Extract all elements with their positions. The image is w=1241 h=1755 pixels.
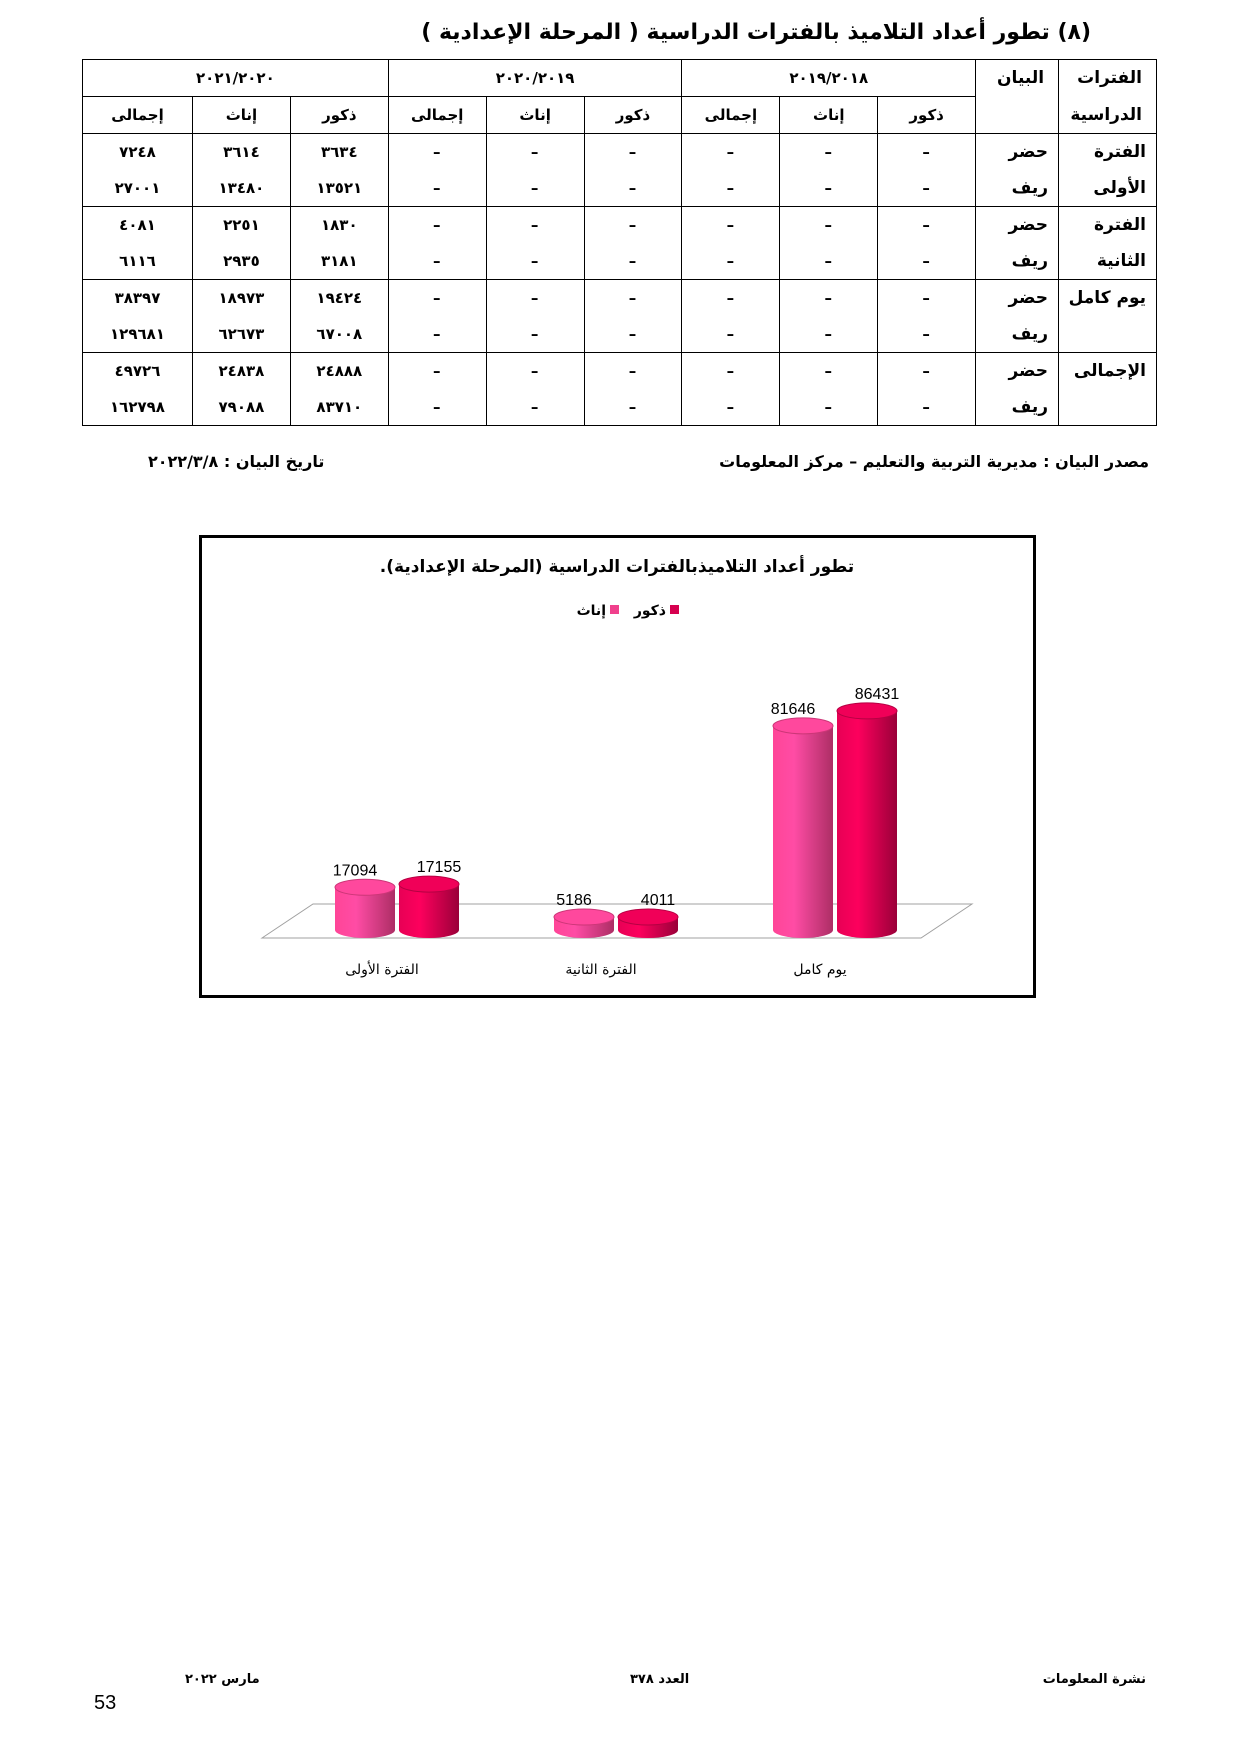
table-cell: – <box>486 170 584 207</box>
table-cell: – <box>584 353 682 390</box>
table-cell: ١٣٤٨٠ <box>192 170 290 207</box>
chart-bar-top <box>554 909 614 925</box>
header-item: البيان <box>976 60 1059 134</box>
table-cell: – <box>682 280 780 317</box>
table-row <box>83 389 1157 426</box>
header-sub: إجمالى <box>388 97 486 134</box>
table-cell: ٦٧٠٠٨ <box>290 316 388 353</box>
table-cell: – <box>486 353 584 390</box>
row-item-label: ريف <box>976 316 1059 353</box>
table-cell: ٤٠٨١ <box>83 207 193 244</box>
table-cell: ٣٦١٤ <box>192 134 290 171</box>
table-cell: – <box>780 280 878 317</box>
header-sub: إجمالى <box>83 97 193 134</box>
table-cell: – <box>878 170 976 207</box>
table-cell: – <box>682 316 780 353</box>
table-cell: – <box>780 134 878 171</box>
table-cell: – <box>388 207 486 244</box>
row-item-label: ريف <box>976 243 1059 280</box>
row-period-label: الأولى <box>1059 170 1157 207</box>
table-cell: – <box>486 134 584 171</box>
table-cell: – <box>682 243 780 280</box>
category-label: الفترة الأولى <box>345 962 419 978</box>
table-cell: ٦٢٦٧٣ <box>192 316 290 353</box>
table-cell: – <box>878 280 976 317</box>
data-label: 17094 <box>332 862 378 880</box>
legend-label: ذكور <box>633 603 666 619</box>
table-cell: – <box>878 316 976 353</box>
table-cell: – <box>878 389 976 426</box>
table-cell: – <box>878 207 976 244</box>
header-sub: ذكور <box>584 97 682 134</box>
table-cell: – <box>388 170 486 207</box>
table-cell: ٧٩٠٨٨ <box>192 389 290 426</box>
table-cell: ٦١١٦ <box>83 243 193 280</box>
row-period-label: الثانية <box>1059 243 1157 280</box>
table-cell: – <box>486 207 584 244</box>
table-cell: ١٩٤٢٤ <box>290 280 388 317</box>
header-year: ٢٠٢١/٢٠٢٠ <box>83 60 389 97</box>
table-row <box>83 280 1157 317</box>
table-cell: – <box>388 389 486 426</box>
data-label: 17155 <box>416 859 462 877</box>
header-sub: إناث <box>486 97 584 134</box>
table-cell: – <box>878 134 976 171</box>
data-label: 5186 <box>556 892 592 910</box>
chart-bar-top <box>837 703 897 719</box>
table-cell: – <box>780 353 878 390</box>
header-sub: ذكور <box>878 97 976 134</box>
header-periods-2: الدراسية <box>1059 97 1157 134</box>
table-cell: – <box>388 243 486 280</box>
table-cell: – <box>682 134 780 171</box>
table-cell: – <box>584 170 682 207</box>
row-period-label: الإجمالى <box>1059 353 1157 390</box>
row-item-label: حضر <box>976 280 1059 317</box>
data-date: تاريخ البيان : ٢٠٢٢/٣/٨ <box>148 452 325 471</box>
table-cell: – <box>486 280 584 317</box>
table-cell: ٣٦٣٤ <box>290 134 388 171</box>
table-cell: ١٨٩٧٣ <box>192 280 290 317</box>
table-cell: – <box>388 280 486 317</box>
table-cell: ١٦٢٧٩٨ <box>83 389 193 426</box>
table-cell: – <box>682 353 780 390</box>
table-cell: – <box>388 353 486 390</box>
data-label: 86431 <box>854 685 900 703</box>
legend-swatch <box>610 605 619 614</box>
table-cell: – <box>780 389 878 426</box>
table-row <box>83 316 1157 353</box>
header-sub: ذكور <box>290 97 388 134</box>
table-cell: ١٨٣٠ <box>290 207 388 244</box>
row-item-label: ريف <box>976 170 1059 207</box>
table-row <box>83 134 1157 171</box>
table-cell: ٢٤٨٨٨ <box>290 353 388 390</box>
table-cell: ٢٧٠٠١ <box>83 170 193 207</box>
row-item-label: حضر <box>976 353 1059 390</box>
row-period-label: الفترة <box>1059 207 1157 244</box>
chart-frame <box>199 535 1036 998</box>
table-cell: ١٣٥٢١ <box>290 170 388 207</box>
page-title: (٨) تطور أعداد التلاميذ بالفترات الدراسية ( المرحلة الإعدادية ) <box>421 20 1091 45</box>
chart-bar <box>773 726 833 938</box>
chart-title: تطور أعداد التلاميذبالفترات الدراسية (المرحلة الإعدادية). <box>379 557 855 577</box>
header-sub: إناث <box>192 97 290 134</box>
chart-bar-top <box>335 879 395 895</box>
table-cell: – <box>584 389 682 426</box>
row-item-label: حضر <box>976 134 1059 171</box>
table-cell: – <box>584 243 682 280</box>
row-period-label <box>1059 316 1157 353</box>
legend-swatch <box>670 605 679 614</box>
header-year: ٢٠١٩/٢٠١٨ <box>682 60 976 97</box>
row-period-label <box>1059 389 1157 426</box>
footer-bulletin: نشرة المعلومات <box>1042 1672 1146 1687</box>
table-cell: ٢٩٣٥ <box>192 243 290 280</box>
category-label: يوم كامل <box>793 962 847 978</box>
table-cell: – <box>780 170 878 207</box>
chart-bar-top <box>773 718 833 734</box>
table-cell: – <box>486 389 584 426</box>
table-cell: ٨٣٧١٠ <box>290 389 388 426</box>
category-label: الفترة الثانية <box>565 962 637 978</box>
table-cell: ٤٩٧٢٦ <box>83 353 193 390</box>
table-cell: – <box>584 207 682 244</box>
data-source: مصدر البيان : مديرية التربية والتعليم – مركز المعلومات <box>719 452 1149 471</box>
chart-bar-top <box>618 909 678 925</box>
table-cell: ٣١٨١ <box>290 243 388 280</box>
row-period-label: الفترة <box>1059 134 1157 171</box>
row-item-label: ريف <box>976 389 1059 426</box>
row-period-label: يوم كامل <box>1059 280 1157 317</box>
table-cell: – <box>388 316 486 353</box>
table-cell: – <box>682 207 780 244</box>
table-row <box>83 170 1157 207</box>
table-cell: – <box>878 243 976 280</box>
table-row <box>83 243 1157 280</box>
table-cell: ٧٢٤٨ <box>83 134 193 171</box>
footer-month: مارس ٢٠٢٢ <box>185 1672 260 1687</box>
table-cell: – <box>780 207 878 244</box>
row-item-label: حضر <box>976 207 1059 244</box>
header-periods: الفترات <box>1059 60 1157 97</box>
header-sub: إجمالى <box>682 97 780 134</box>
table-cell: ١٢٩٦٨١ <box>83 316 193 353</box>
header-sub: إناث <box>780 97 878 134</box>
header-year: ٢٠٢٠/٢٠١٩ <box>388 60 682 97</box>
data-label: 4011 <box>640 891 676 909</box>
table-cell: ٢٤٨٣٨ <box>192 353 290 390</box>
legend-label: إناث <box>576 603 606 619</box>
table-cell: – <box>388 134 486 171</box>
chart-bar <box>837 711 897 938</box>
table-cell: – <box>780 316 878 353</box>
page-number: 53 <box>94 1692 117 1714</box>
chart-bar-top <box>399 876 459 892</box>
bar-chart <box>202 538 1033 995</box>
table-cell: ٢٢٥١ <box>192 207 290 244</box>
footer-issue: العدد ٣٧٨ <box>630 1672 690 1687</box>
table-cell: – <box>682 389 780 426</box>
data-label: 81646 <box>770 700 816 718</box>
table-row <box>83 207 1157 244</box>
table-row <box>83 353 1157 390</box>
table-cell: – <box>682 170 780 207</box>
table-cell: – <box>584 280 682 317</box>
students-table <box>82 59 1157 426</box>
table-cell: – <box>780 243 878 280</box>
table-cell: – <box>486 316 584 353</box>
table-cell: – <box>584 316 682 353</box>
table-cell: – <box>878 353 976 390</box>
table-cell: – <box>486 243 584 280</box>
table-cell: – <box>584 134 682 171</box>
table-cell: ٣٨٣٩٧ <box>83 280 193 317</box>
